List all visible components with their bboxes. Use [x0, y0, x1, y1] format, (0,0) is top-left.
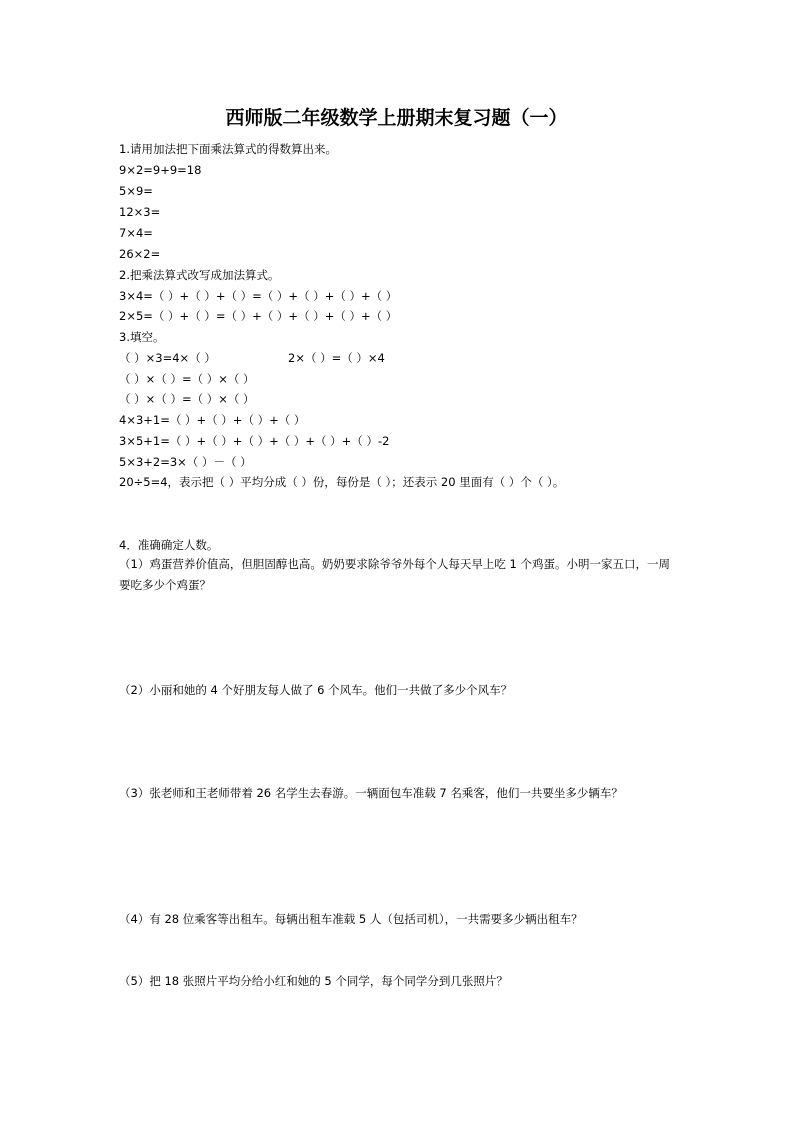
section2-line: 3×4=（ ）+（ ）+（ ）=（ ）+（ ）+（ ）+（ ） [119, 289, 398, 303]
section4-heading: 4．准确确定人数。 [119, 538, 219, 552]
section3-line: （ ）×3=4×（ ） [119, 351, 216, 365]
question-5: （5）把 18 张照片平均分给小红和她的 5 个同学，每个同学分到几张照片？ [119, 974, 508, 988]
section1-line: 12×3= [119, 205, 161, 219]
page-title: 西师版二年级数学上册期末复习题（一） [225, 107, 568, 129]
section2-heading: 2.把乘法算式改写成加法算式。 [119, 268, 280, 282]
section3-line: 5×3+2=3×（ ）－（ ） [119, 455, 252, 469]
section1-line: 5×9= [119, 184, 153, 198]
section3-line: （ ）×（ ）=（ ）×（ ） [119, 372, 255, 386]
section3-line: 20÷5=4，表示把（ ）平均分成（ ）份，每份是（ ）；还表示 20 里面有（ ）个（ ）。 [119, 475, 565, 489]
section1-heading: 1.请用加法把下面乘法算式的得数算出来。 [119, 142, 337, 156]
section1-line: 9×2=9+9=18 [119, 163, 202, 177]
section1-line: 7×4= [119, 226, 153, 240]
question-4: （4）有 28 位乘客等出租车。每辆出租车准载 5 人（包括司机），一共需要多少辆出租车？ [119, 912, 583, 926]
question-2: （2）小丽和她的 4 个好朋友每人做了 6 个风车。他们一共做了多少个风车？ [119, 683, 513, 697]
section1-line: 26×2= [119, 247, 161, 261]
section3-line: 3×5+1=（ ）+（ ）+（ ）+（ ）+（ ）+（ ）-2 [119, 434, 390, 448]
question-1: （1）鸡蛋营养价值高，但胆固醇也高。奶奶要求除爷爷外每个人每天早上吃 1 个鸡蛋。小明一家五口，一周要吃多少个鸡蛋？ [119, 557, 670, 592]
section3-line: （ ）×（ ）=（ ）×（ ） [119, 392, 255, 406]
section2-line: 2×5=（ ）+（ ）=（ ）+（ ）+（ ）+（ ）+（ ） [119, 309, 398, 323]
section3-heading: 3.填空。 [119, 330, 165, 344]
question-3: （3）张老师和王老师带着 26 名学生去春游。一辆面包车准载 7 名乘客，他们一共要坐多少辆车？ [119, 786, 623, 800]
section3-line: 4×3+1=（ ）+（ ）+（ ）+（ ） [119, 413, 306, 427]
section3-line: 2×（ ）=（ ）×4 [288, 351, 385, 365]
